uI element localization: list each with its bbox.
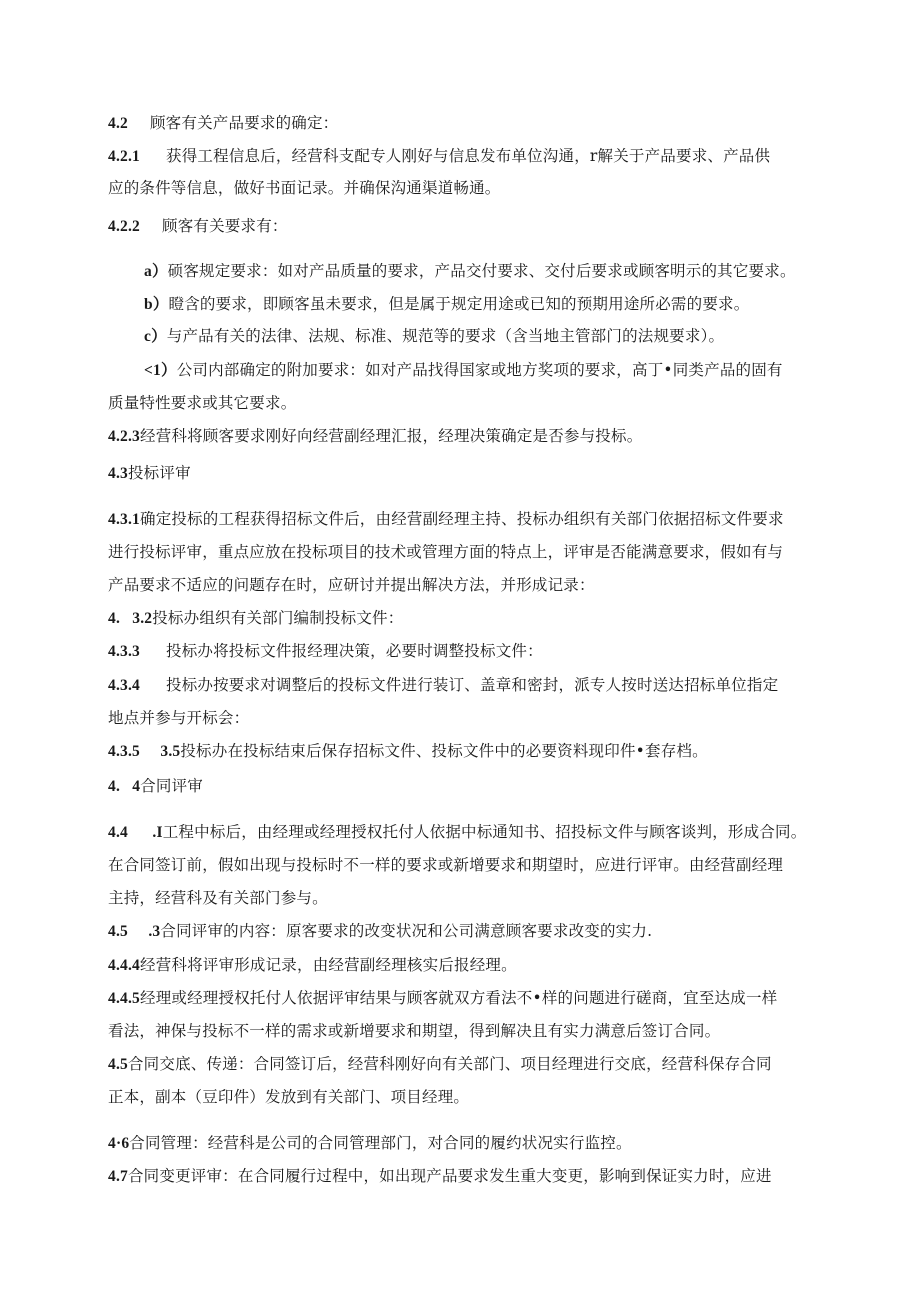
- clause-text: 进行投标评审，重点应放在投标项目的技术或管理方面的特点上，评审是否能满意要求，假如有与: [108, 543, 784, 561]
- clause-text: 投标评审: [127, 464, 191, 482]
- clause-number: 4.2: [108, 115, 128, 132]
- list-marker: c）: [144, 328, 167, 345]
- section-heading-4-2: [108, 113, 338, 134]
- clause-text: 经理或经理授权托付人依据评审结果与顾客就双方看法不•样的问题进行磋商，宜至达成一样: [140, 989, 778, 1007]
- list-item-a: [144, 261, 796, 282]
- clause-number: 4. 4: [108, 778, 141, 795]
- clause-continuation: [108, 575, 595, 595]
- clause-number: 4.5 .3: [108, 923, 161, 940]
- clause-text: 地点并参与开标会：: [108, 709, 250, 727]
- clause-4-3-3: [108, 641, 543, 662]
- clause-text: 工程中标后，由经理或经理授权托付人依据中标通知书、招投标文件与顾客谈判，形成合同。: [162, 823, 807, 841]
- section-heading-4-4: [108, 776, 203, 797]
- clause-number: 4. 3.2: [108, 610, 153, 627]
- clause-number: 4.3.3: [108, 643, 140, 660]
- clause-4-4-4: [108, 955, 517, 976]
- clause-4-3-2: [108, 608, 403, 629]
- clause-4-7: [108, 1166, 772, 1187]
- clause-text: 顾客有关产品要求的确定：: [149, 114, 339, 132]
- clause-number: 4.2.1: [108, 148, 140, 165]
- clause-text: 获得工程信息后，经营科支配专人刚好与信息发布单位沟通，r解关于产品要求、产品供: [166, 147, 771, 165]
- clause-text: 合同评审: [140, 777, 204, 795]
- clause-continuation: [108, 178, 501, 198]
- clause-continuation: [108, 1087, 469, 1107]
- clause-text: 投标办组织有关部门编制投标文件：: [152, 609, 404, 627]
- list-marker: <1）: [144, 362, 177, 379]
- list-item-continuation: [108, 393, 296, 413]
- clause-number: 4.2.2: [108, 218, 140, 235]
- list-item-b: [144, 294, 749, 315]
- clause-text: 合同变更评审：在合同履行过程中，如出现产品要求发生重大变更，影响到保证实力时，应进: [127, 1167, 772, 1185]
- clause-text: 主持，经营科及有关部门参与。: [108, 889, 328, 907]
- list-text: 瞪含的要求，即顾客虽未要求，但是属于规定用途或已知的预期用途所必需的要求。: [168, 295, 750, 313]
- clause-4-4-1: [108, 822, 806, 843]
- list-item-c: [144, 326, 724, 347]
- clause-text: 看法，神保与投标不一样的需求或新增要求和期望，得到解决且有实力满意后签订合同。: [108, 1022, 721, 1040]
- clause-text: 确定投标的工程获得招标文件后，由经营副经理主持、投标办组织有关部门依据招标文件要求: [140, 510, 784, 528]
- list-marker: b）: [144, 296, 169, 313]
- clause-number: 4·6: [108, 1135, 130, 1152]
- clause-continuation: [108, 855, 783, 875]
- clause-text: 经营科将顾客要求刚好向经营副经理汇报，经理决策确定是否参与投标。: [140, 427, 643, 445]
- clause-continuation: [108, 542, 783, 562]
- clause-text: 产品要求不适应的问题存在时，应研讨并提出解决方法，并形成记录：: [108, 576, 595, 594]
- clause-4-3-5: [108, 741, 708, 762]
- section-heading-4-3: [108, 463, 191, 484]
- clause-continuation: [108, 708, 249, 728]
- clause-text: 投标办将投标文件报经理决策，必要时调整投标文件：: [166, 642, 543, 660]
- clause-text: 在合同签订前，假如出现与投标时不一样的要求或新增要求和期望时，应进行评审。由经营副经理: [108, 856, 784, 874]
- clause-number: 4.3: [108, 465, 128, 482]
- clause-text: 投标办在投标结束后保存招标文件、投标文件中的必要资料现印件•套存档。: [180, 742, 708, 760]
- clause-number: 4.3.5 3.5: [108, 743, 181, 760]
- clause-4-3-4: [108, 675, 778, 696]
- clause-number: 4.4.4: [108, 957, 140, 974]
- clause-text: 合同管理：经营科是公司的合同管理部门，对合同的履约状况实行监控。: [129, 1134, 632, 1152]
- clause-4-2-3: [108, 426, 642, 447]
- clause-4-6: [108, 1133, 632, 1154]
- clause-text: 合同交底、传递：合同签订后，经营科刚好向有关部门、项目经理进行交底，经营科保存合同: [127, 1055, 772, 1073]
- clause-4-5: [108, 1054, 772, 1075]
- clause-text: 投标办按要求对调整后的投标文件进行装订、盖章和密封，派专人按时送达招标单位指定: [166, 676, 779, 694]
- clause-4-4-3: [108, 921, 652, 942]
- clause-4-2-2: [108, 216, 288, 237]
- clause-number: 4.2.3: [108, 428, 140, 445]
- clause-text: 正本，副本（豆印件）发放到有关部门、项目经理。: [108, 1088, 470, 1106]
- list-text: 公司内部确定的附加要求：如对产品找得国家或地方奖项的要求，高丁•同类产品的固有: [176, 361, 783, 379]
- clause-text: 合同评审的内容：原客要求的改变状况和公司满意顾客要求改变的实力.: [160, 922, 653, 940]
- clause-number: 4.4.5: [108, 990, 140, 1007]
- clause-number: 4.3.1: [108, 511, 140, 528]
- list-text: 硕客规定要求：如对产品质量的要求，产品交付要求、交付后要求或顾客明示的其它要求。: [167, 262, 796, 280]
- list-marker: a）: [144, 263, 168, 280]
- clause-4-3-1: [108, 509, 784, 530]
- list-text: 质量特性要求或其它要求。: [108, 394, 297, 412]
- clause-text: 顾客有关要求有：: [162, 217, 288, 235]
- clause-number: 4.4 .I: [108, 824, 163, 841]
- list-text: 与产品有关的法律、法规、标准、规范等的要求（含当地主管部门的法规要求）。: [166, 327, 725, 345]
- clause-continuation: [108, 888, 328, 908]
- clause-number: 4.3.4: [108, 677, 140, 694]
- clause-continuation: [108, 1021, 720, 1041]
- clause-4-2-1: [108, 146, 770, 167]
- clause-text: 经营科将评审形成记录，由经营副经理核实后报经理。: [140, 956, 517, 974]
- list-item-d: [144, 360, 783, 381]
- clause-4-4-5: [108, 988, 777, 1009]
- clause-number: 4.5: [108, 1056, 128, 1073]
- clause-number: 4.7: [108, 1168, 128, 1185]
- clause-text: 应的条件等信息，做好书面记录。并确保沟通渠道畅通。: [108, 179, 501, 197]
